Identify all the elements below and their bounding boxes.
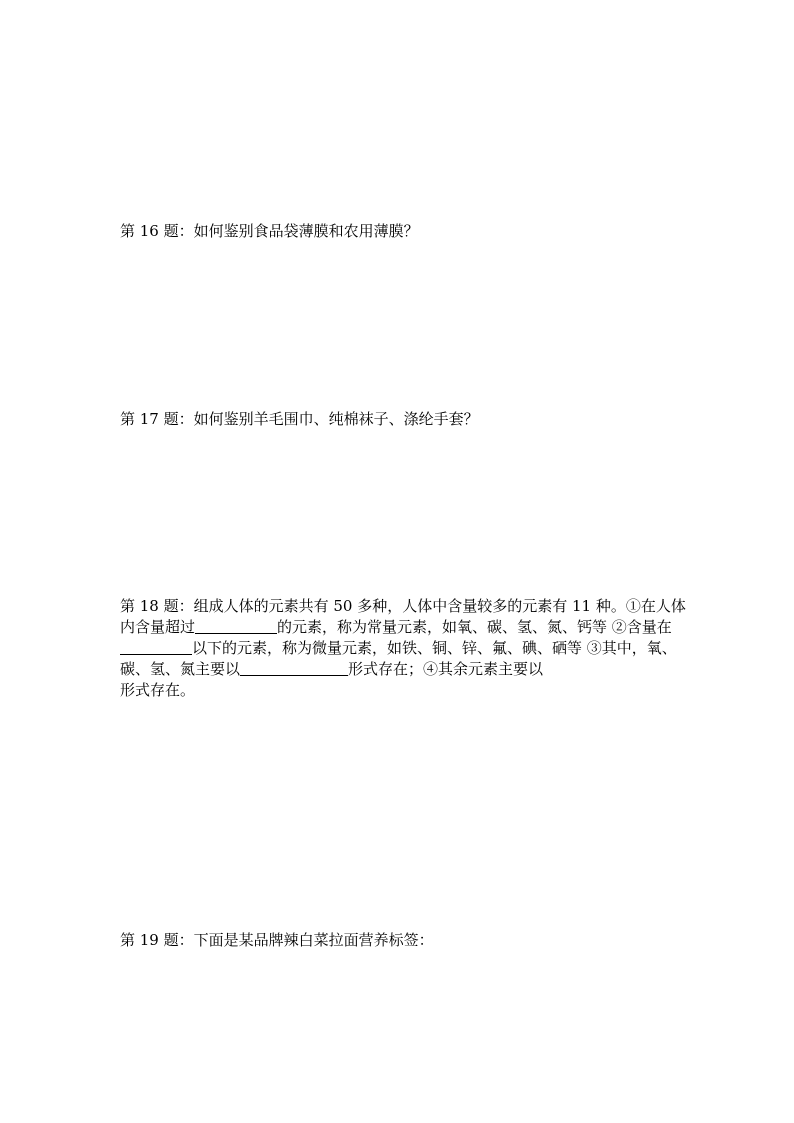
question-18-part-2: 的元素，称为常量元素，如氧、碳、氢、氮、钙等 ②含量在 [277,618,672,636]
question-18-part-1: 第 18 题：组成人体的元素共有 50 多种，人体中含量较多的元素有 11 种。①在人体内含量超过 [120,597,686,636]
question-18 [120,596,700,701]
question-19: 第 19 题：下面是某品牌辣白菜拉面营养标签： [120,931,434,949]
question-17: 第 17 题：如何鉴别羊毛围巾、纯棉袜子、涤纶手套？ [120,410,479,428]
question-18-part-3: 以下的元素，称为微量元素，如铁、铜、锌、氟、碘、硒等 ③其中，氧、碳、氢、氮主要以 [120,639,677,678]
question-18-part-4: 形式存在；④其余元素主要以 [348,660,544,678]
answer-blank-2[interactable] [120,638,192,655]
answer-blank-3[interactable] [240,659,348,676]
question-18-part-5: 形式存在。 [120,681,196,699]
answer-blank-1[interactable] [195,617,277,634]
question-16: 第 16 题：如何鉴别食品袋薄膜和农用薄膜？ [120,222,419,240]
